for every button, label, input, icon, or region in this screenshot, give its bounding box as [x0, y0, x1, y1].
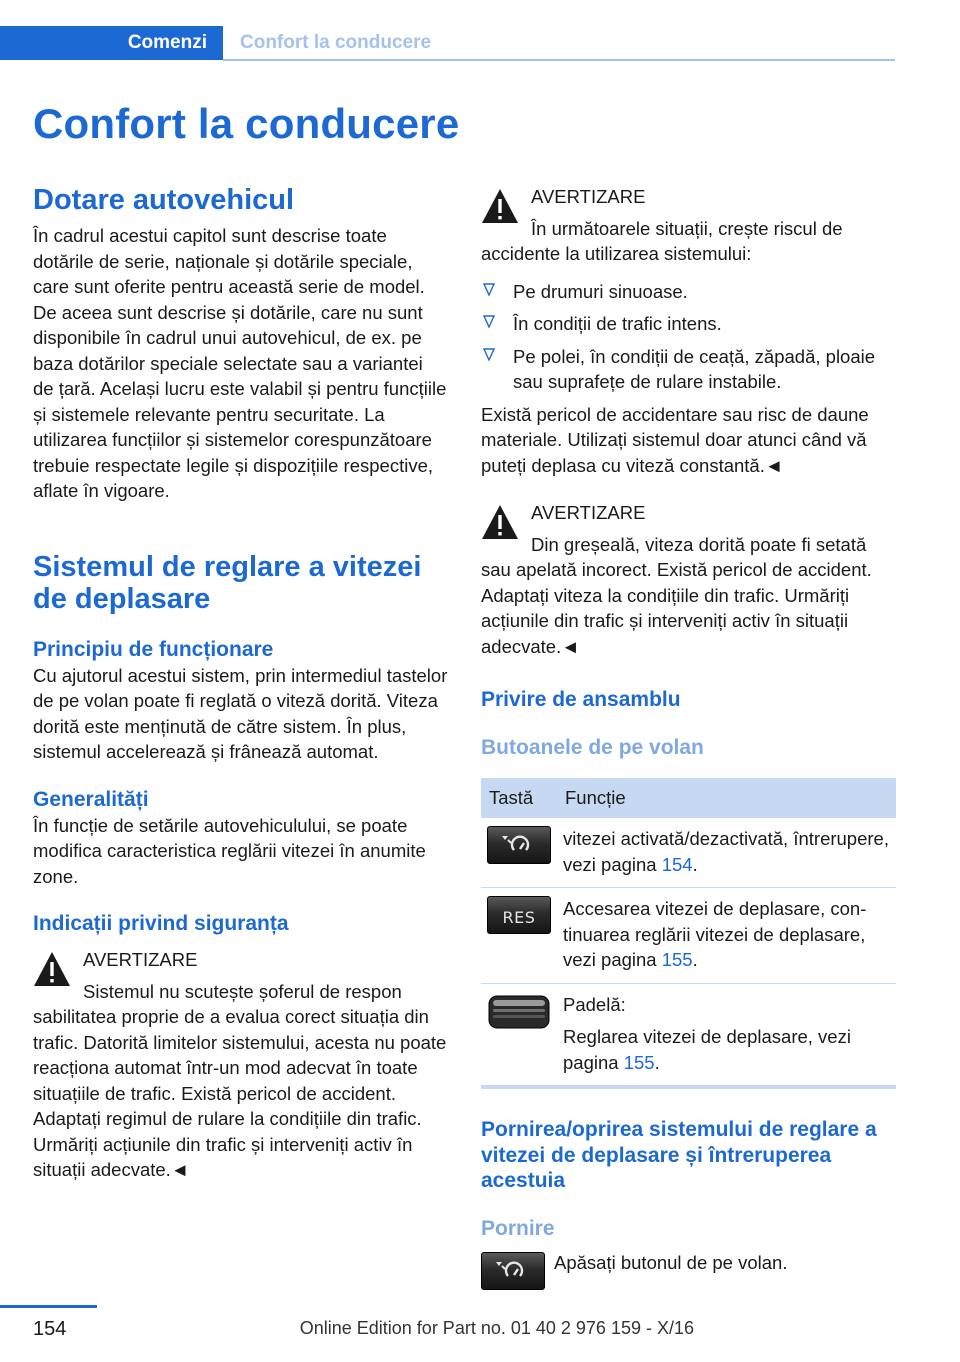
edition-text: Online Edition for Part no. 01 40 2 976 159 - X/16 [299, 1318, 694, 1338]
principle-text: Cu ajutorul acestui sistem, prin intermediul tastelor de pe volan poate fi reglată o viteză dorită. Viteza dorită este menținută de către sistem. În plus, sistemul accelerează și frânează automat. [33, 664, 448, 762]
subtitle-general: Generalități [33, 787, 149, 811]
column-header-key: Tastă [481, 778, 557, 818]
page-link-154[interactable]: 154 [661, 853, 693, 875]
subtitle-start-stop: Pornirea/oprirea sistemului de reglare a vitezei de deplasare și întreruperea acestuia [481, 1118, 877, 1192]
triangle-bullet-icon [483, 348, 495, 361]
list-item: Pe drumuri sinuoase. [481, 279, 896, 305]
key-cell [481, 818, 557, 888]
footer-divider [0, 1305, 97, 1308]
page-title: Confort la conducere [33, 100, 460, 147]
function-cell: vitezei activată/dezactivată, întrerupere, vezi pagina 154. [557, 818, 896, 888]
header-divider [223, 59, 895, 61]
warning-risk-situations [481, 184, 896, 267]
table-row [481, 818, 896, 888]
left-column [33, 184, 448, 1183]
function-cell: Accesarea vitezei de deplasare, continuarea reglării vitezei de deplasare, vezi pagina 155. [557, 888, 896, 984]
page-number: 154 [33, 1318, 67, 1340]
risk-situations-list [481, 279, 896, 395]
section-breadcrumb[interactable]: Confort la conducere [240, 32, 432, 53]
risk-consequence-text: Există pericol de accidentare sau risc de daune materiale. Utilizați sistemul doar atunci când vă puteți deplasa cu viteză constantă.◄ [481, 403, 869, 476]
list-item: În condiții de trafic intens. [481, 311, 896, 337]
warning-label: AVERTIZARE [531, 186, 646, 207]
warning-text: sau apelată incorect. Există pericol de accident. Adaptați viteza la condițiile din trafic. Urmăriți acțiunile din trafic și interveniți activ în situații adecvate.◄ [481, 559, 872, 657]
cruise-control-button-icon [487, 826, 551, 864]
start-instruction-text: Apăsați butonul de pe volan. [554, 1251, 788, 1273]
section-title-cruise-control: Sistemul de reglare a vitezei de deplasare [33, 550, 422, 615]
warning-label: AVERTIZARE [531, 502, 646, 523]
warning-triangle-icon [481, 504, 519, 540]
section-title-vehicle-equipment: Dotare autovehicul [33, 184, 295, 216]
warning-incorrect-speed [481, 500, 896, 659]
warning-text: accidente la utilizarea sistemului: [481, 243, 752, 264]
cruise-control-button-icon [481, 1252, 545, 1290]
warning-label: AVERTIZARE [83, 949, 198, 970]
table-row [481, 888, 896, 984]
page-link-155[interactable]: 155 [661, 949, 693, 970]
subtitle-steering-buttons: Butoanele de pe volan [481, 736, 704, 759]
table-row [481, 983, 896, 1087]
key-cell [481, 888, 557, 984]
chapter-tab[interactable] [0, 26, 223, 60]
warning-text: sabilitatea proprie de a evalua corect situația din trafic. Datorită limitelor sistemului, acesta nu poate reacționa automat într-un mod adecvat în toate situațiile de trafic. Există pericol de accident. Adaptați regimul de rulare la condițiile din trafic. Urmăriți acțiunile din trafic și interveniți activ în situații adecvate.◄ [33, 1006, 447, 1180]
steering-buttons-table [481, 778, 896, 1089]
general-text: În funcție de setările autovehiculului, se poate modifica caracteristica reglării vitezei în anumite zone. [33, 814, 426, 887]
res-button-icon: RES [487, 896, 551, 934]
column-header-function: Funcție [557, 778, 896, 818]
warning-triangle-icon [481, 188, 519, 224]
page-link-155[interactable]: 155 [623, 1051, 655, 1073]
start-instruction [481, 1250, 896, 1294]
table-header-row [481, 778, 896, 818]
safety-warning [33, 947, 448, 1183]
paddle-icon [487, 992, 551, 1032]
triangle-bullet-icon [483, 283, 495, 296]
chapter-tab-label: Comenzi [127, 32, 207, 53]
subtitle-start: Pornire [481, 1216, 555, 1240]
triangle-bullet-icon [483, 315, 495, 328]
subtitle-safety: Indicații privind siguranța [33, 912, 289, 935]
function-cell: Padelă: Reglarea vitezei de deplasare, vezi pagina 155. [557, 983, 896, 1087]
warning-triangle-icon [33, 951, 71, 987]
key-cell [481, 983, 557, 1087]
page-header [0, 26, 895, 62]
list-item: Pe polei, în condiții de ceață, zăpadă, ploaie sau suprafețe de rulare instabile. [481, 344, 896, 395]
right-column [481, 184, 896, 1294]
vehicle-equipment-text: În cadrul acestui capitol sunt descrise toate dotările de serie, naționale și dotările speciale, care sunt oferite pentru această serie de model. De aceea sunt descrise și dotările, care nu sunt disponibile în cadrul unui autovehicul, de ex. pe baza dotărilor speciale selectate sau a variantei de țară. Același lucru este valabil și pentru funcțiile și sistemele relevante pentru securitate. La utilizarea funcțiilor și sistemelor corespunzătoare trebuie respectate legile și dispozițiile respective, aflate în vigoare. [33, 225, 447, 501]
warning-text-first-line: Din greșeală, viteza dorită poate fi setată [531, 533, 867, 555]
subtitle-overview: Privire de ansamblu [481, 688, 681, 711]
warning-text-first-line: Sistemul nu scutește șoferul de respon [83, 980, 402, 1002]
subtitle-principle: Principiu de funcționare [33, 637, 274, 661]
warning-text-first-line: În următoarele situații, crește riscul de [531, 217, 843, 239]
